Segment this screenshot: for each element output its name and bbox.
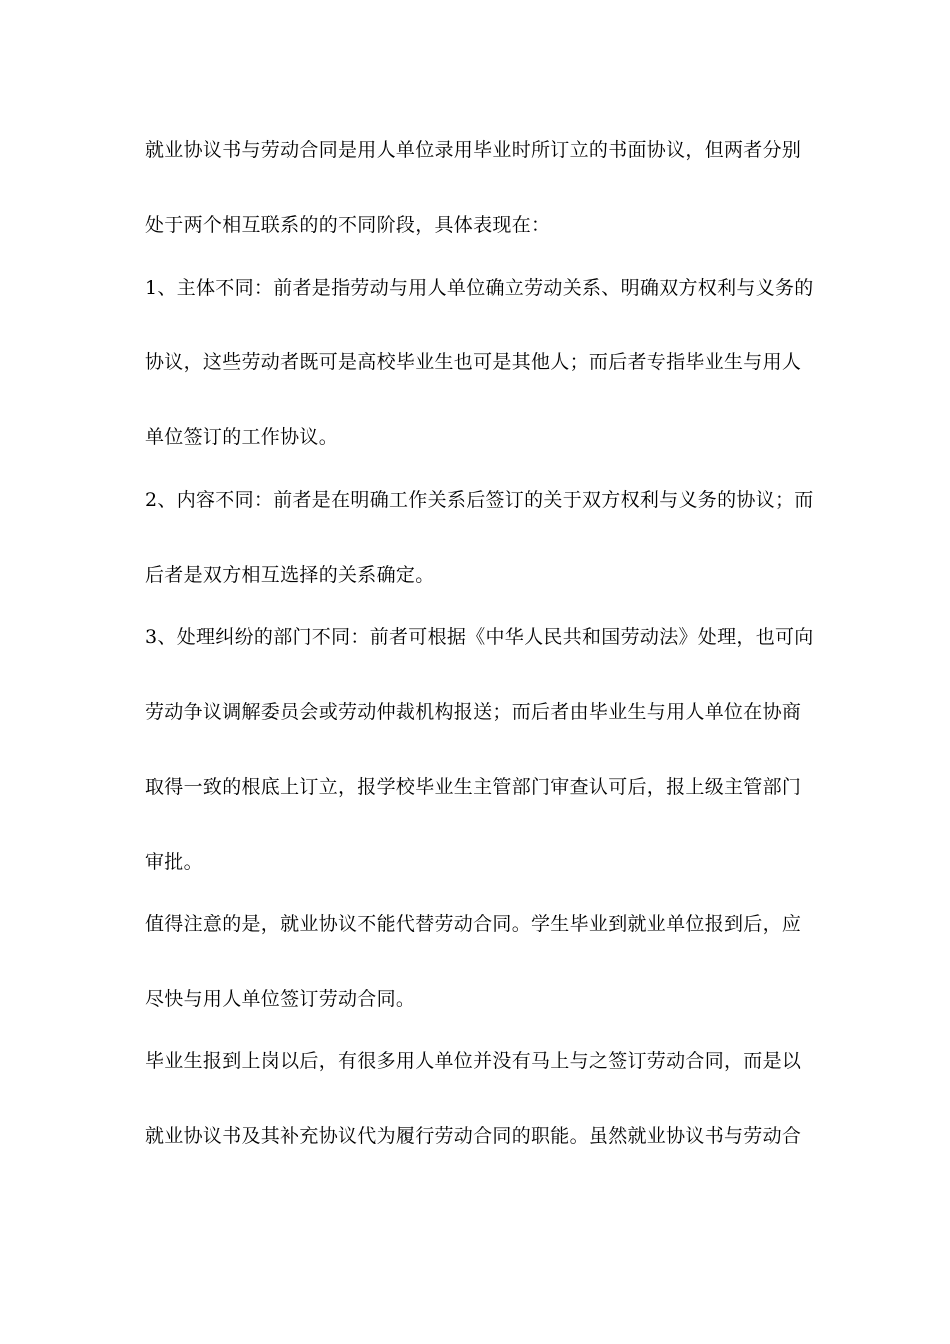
item-number: 3 <box>145 626 158 648</box>
text-line: 、内容不同：前者是在明确工作关系后签订的关于双方权利与义务的协议；而 <box>157 489 814 511</box>
text-line: 尽快与用人单位签订劳动合同。 <box>145 988 416 1010</box>
text-line: 就业协议书及其补充协议代为履行劳动合同的职能。虽然就业协议书与劳动合 <box>145 1125 802 1147</box>
list-item-2-line <box>145 488 815 512</box>
text-line: 就业协议书与劳动合同是用人单位录用毕业时所订立的书面协议，但两者分别 <box>145 139 802 161</box>
text-line: 协议，这些劳动者既可是高校毕业生也可是其他人；而后者专指毕业生与用人 <box>145 351 802 373</box>
text-line: 值得注意的是，就业协议不能代替劳动合同。学生毕业到就业单位报到后，应 <box>145 913 802 935</box>
text-line: 单位签订的工作协议。 <box>145 426 339 448</box>
text-line: 取得一致的根底上订立，报学校毕业生主管部门审查认可后，报上级主管部门 <box>145 776 802 798</box>
text-line: 劳动争议调解委员会或劳动仲裁机构报送；而后者由毕业生与用人单位在协商 <box>145 701 802 723</box>
list-item-1-line <box>145 276 815 300</box>
text-line: 审批。 <box>145 851 203 873</box>
text-line: 后者是双方相互选择的关系确定。 <box>145 564 435 586</box>
item-number: 1 <box>145 277 158 299</box>
text-line: 、处理纠纷的部门不同：前者可根据《中华人民共和国劳动法》处理，也可向 <box>157 626 814 648</box>
text-line: 处于两个相互联系的的不同阶段，具体表现在： <box>145 214 551 236</box>
list-item-3-line <box>145 625 815 649</box>
text-line: 、主体不同：前者是指劳动与用人单位确立劳动关系、明确双方权利与义务的 <box>157 277 814 299</box>
text-line: 毕业生报到上岗以后，有很多用人单位并没有马上与之签订劳动合同，而是以 <box>145 1050 802 1072</box>
item-number: 2 <box>145 489 158 511</box>
